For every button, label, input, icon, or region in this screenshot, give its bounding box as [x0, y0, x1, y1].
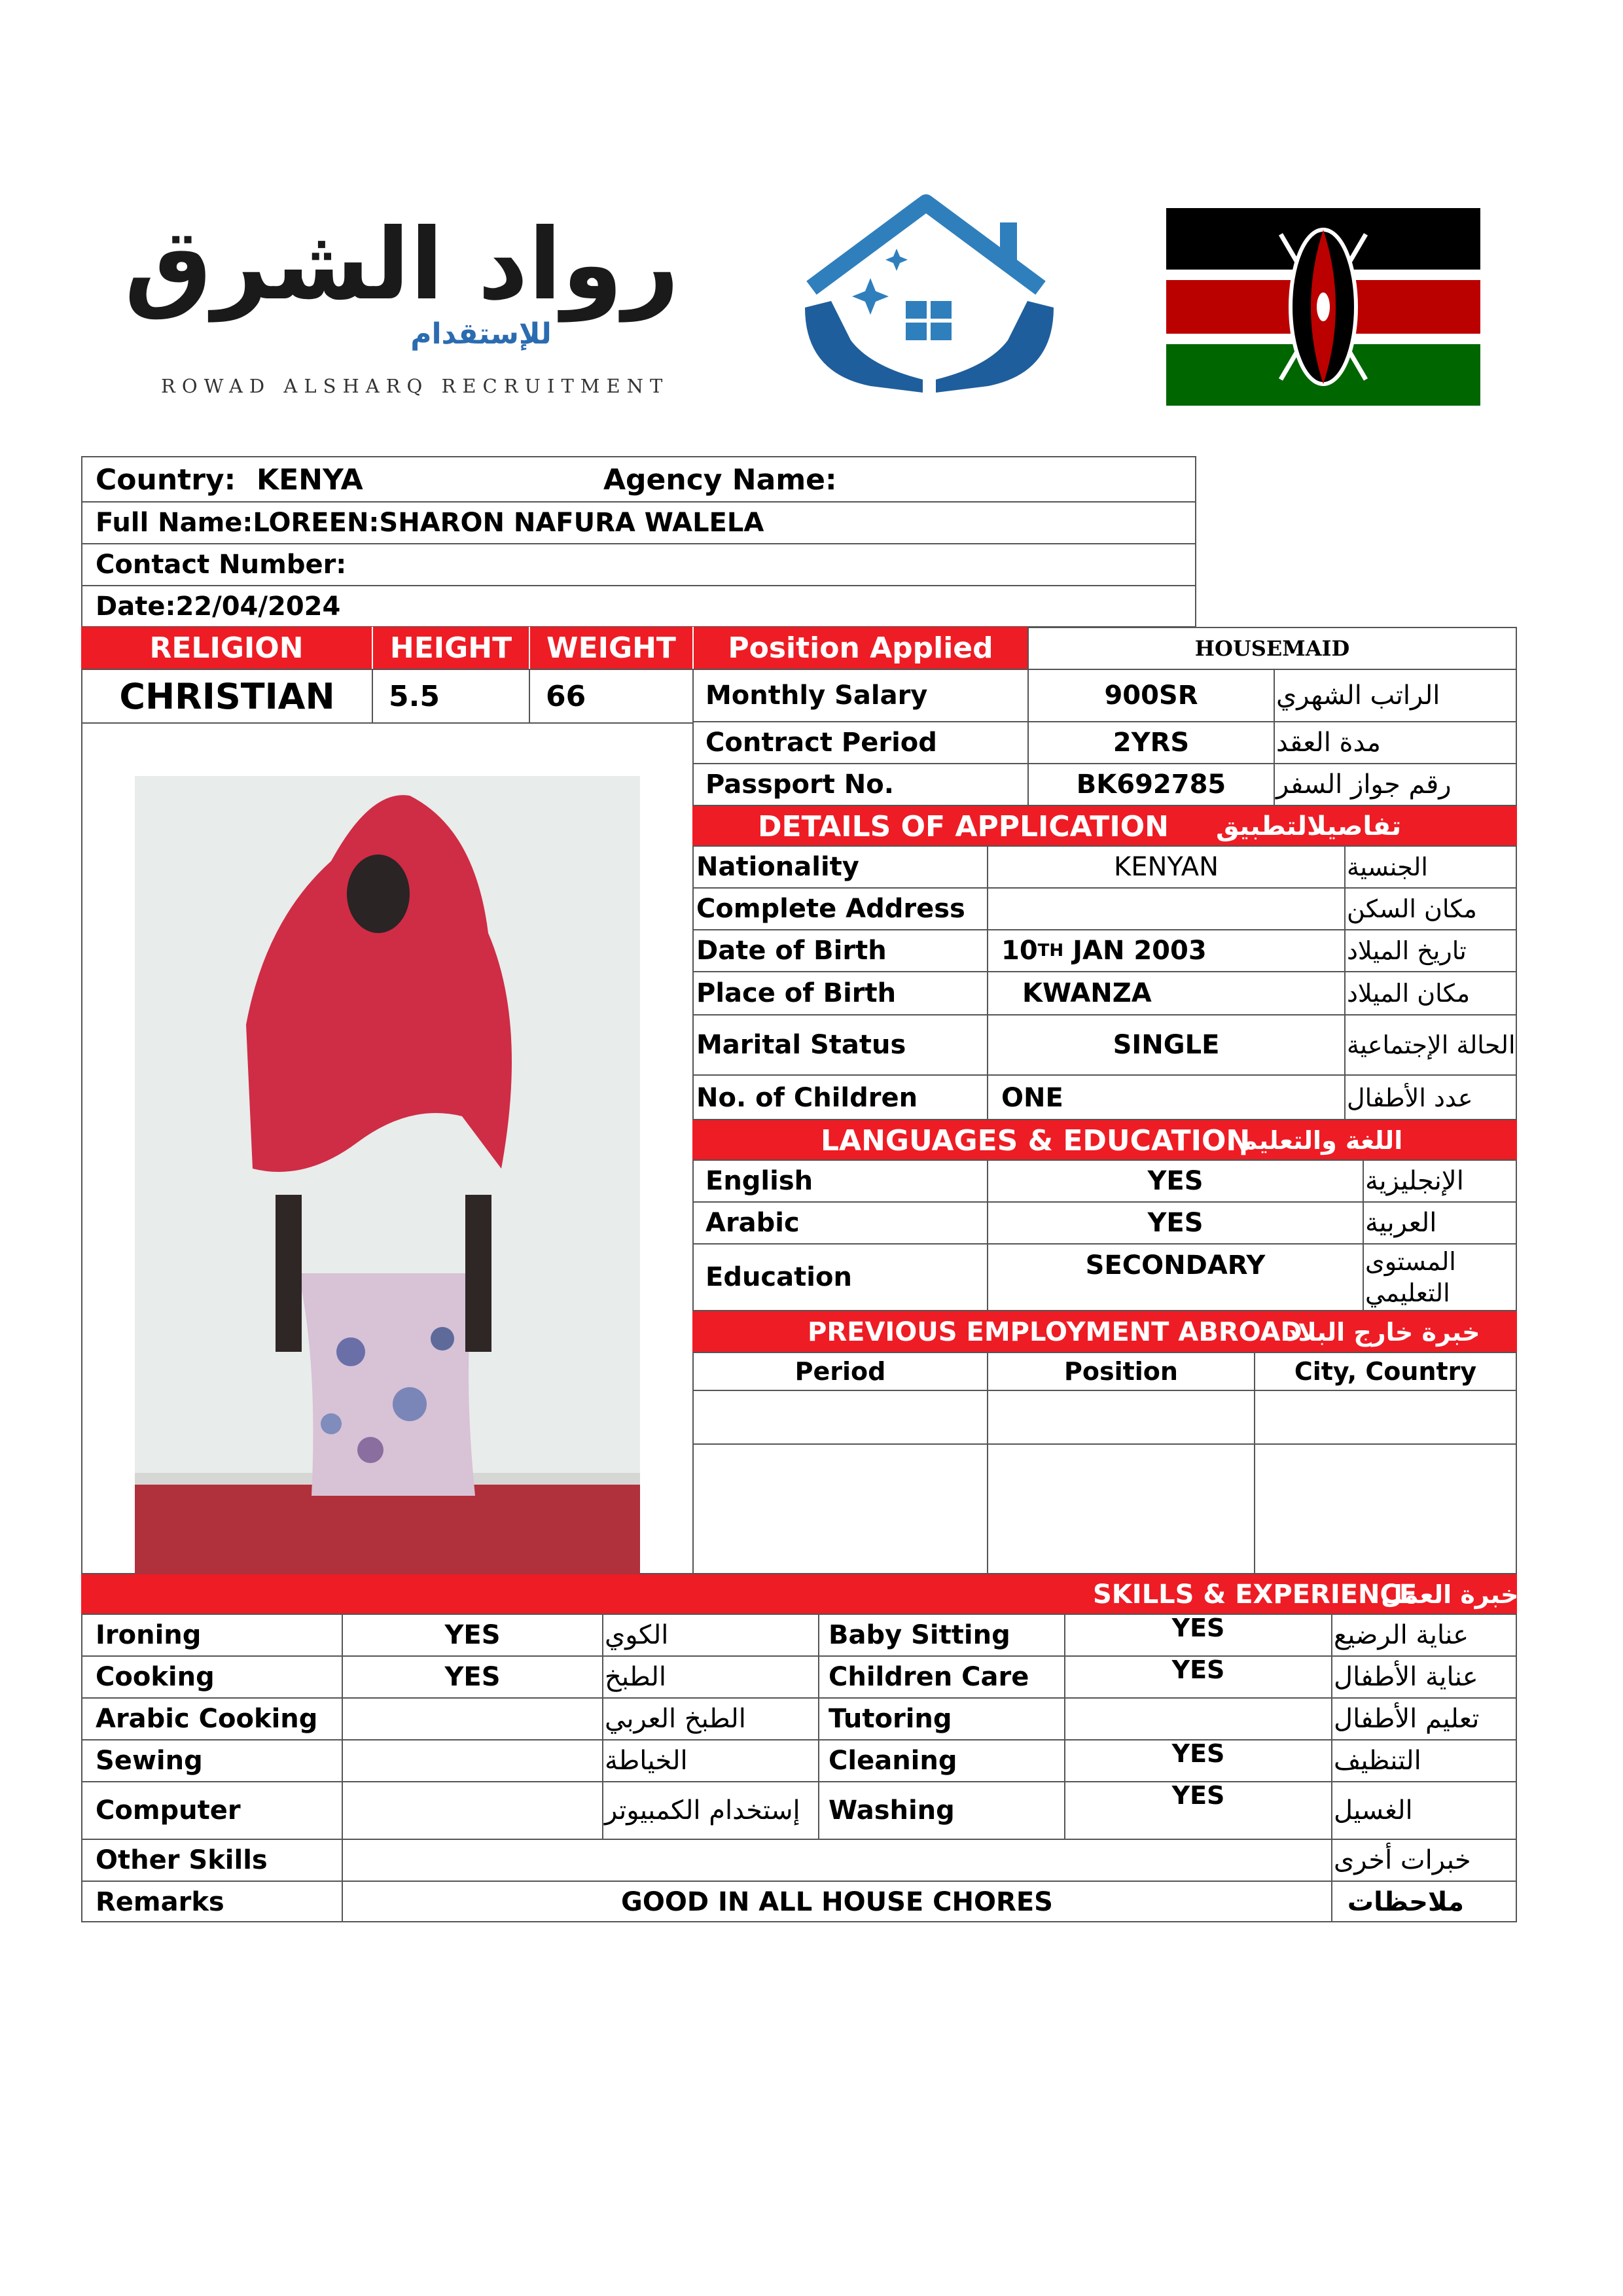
religion-label: RELIGION [81, 627, 372, 669]
address-arabic: مكان السكن [1347, 894, 1477, 923]
dob-day: 10 [1001, 936, 1038, 966]
skill-cleaning-label: Cleaning [829, 1746, 957, 1776]
skill-cooking-value: YES [444, 1662, 501, 1692]
place-of-birth-arabic: مكان الميلاد [1347, 979, 1471, 1008]
logo-arabic-text: رواد الشرق [124, 208, 679, 322]
languages-header [692, 1120, 1517, 1161]
passport-value: BK692785 [1076, 769, 1226, 800]
country-label: Country: [96, 463, 236, 497]
weight-value: 66 [529, 669, 694, 724]
dob-suffix: TH [1037, 941, 1064, 961]
skill-arabic-cooking-arabic: الطبخ العربي [605, 1704, 746, 1734]
place-of-birth-value: KWANZA [1022, 978, 1152, 1008]
details-title: DETAILS OF APPLICATION [758, 809, 1169, 843]
languages-title-arabic: اللغة والتعليم [1240, 1126, 1403, 1155]
skill-children-care-value: YES [1171, 1655, 1225, 1684]
education-value: SECONDARY [1085, 1250, 1266, 1280]
employment-col-period: Period [794, 1357, 886, 1386]
nationality-arabic: الجنسية [1347, 853, 1428, 881]
company-logo [124, 183, 1067, 406]
skill-tutoring-value [1065, 1699, 1331, 1739]
height-value: 5.5 [372, 669, 530, 724]
skill-cleaning-arabic: التنظيف [1334, 1746, 1421, 1776]
skills-title-arabic: خبرة العمل [1381, 1580, 1519, 1609]
marital-status-value: SINGLE [1113, 1030, 1220, 1060]
logo-arabic-subtext: للإستقدام [410, 317, 552, 351]
skill-children-care-label: Children Care [829, 1662, 1029, 1692]
skill-children-care-arabic: عناية الأطفال [1334, 1662, 1478, 1692]
skill-arabic-cooking-value [343, 1699, 602, 1739]
employment-header [692, 1311, 1517, 1353]
monthly-salary-label: Monthly Salary [705, 680, 928, 711]
remarks-arabic: ملاحظات [1347, 1887, 1465, 1917]
employment-title: PREVIOUS EMPLOYMENT ABROAD [808, 1317, 1302, 1347]
skill-computer-arabic: إستخدام الكمبيوتر [605, 1795, 800, 1826]
skill-baby-sitting-label: Baby Sitting [829, 1620, 1010, 1650]
skill-sewing-label: Sewing [96, 1746, 203, 1776]
employment-title-arabic: خبرة خارج البلاد [1285, 1318, 1480, 1347]
agency-name-label: Agency Name: [603, 463, 837, 497]
other-skills-label: Other Skills [96, 1845, 268, 1875]
arabic-label: Arabic [705, 1208, 800, 1238]
skill-sewing-value [343, 1740, 602, 1781]
skill-ironing-label: Ironing [96, 1620, 202, 1650]
contract-period-label: Contract Period [705, 728, 937, 758]
kenya-flag-icon [1166, 208, 1480, 406]
position-applied-label: Position Applied [692, 627, 1027, 669]
details-header [692, 806, 1517, 847]
height-label: HEIGHT [372, 627, 529, 669]
remarks-value: GOOD IN ALL HOUSE CHORES [621, 1887, 1053, 1917]
skill-washing-label: Washing [829, 1795, 955, 1826]
house-hands-icon [792, 183, 1067, 406]
passport-label: Passport No. [705, 769, 894, 800]
dob-value [1001, 930, 1342, 971]
skill-tutoring-arabic: تعليم الأطفال [1334, 1704, 1480, 1734]
employment-col-city-country: City, Country [1294, 1357, 1477, 1386]
employment-col-position: Position [1064, 1357, 1178, 1386]
arabic-arabic: العربية [1365, 1208, 1437, 1238]
marital-status-label: Marital Status [696, 1030, 906, 1060]
nationality-label: Nationality [696, 852, 859, 882]
skill-computer-label: Computer [96, 1795, 241, 1826]
skill-ironing-value: YES [444, 1620, 501, 1650]
skill-cooking-label: Cooking [96, 1662, 215, 1692]
religion-value: CHRISTIAN [81, 669, 373, 724]
dob-label: Date of Birth [696, 936, 887, 966]
full-name: Full Name:LOREEN:SHARON NAFURA WALELA [96, 508, 764, 538]
contract-period-value: 2YRS [1113, 728, 1190, 758]
marital-status-arabic: الحالة الإجتماعية [1347, 1031, 1516, 1059]
english-label: English [705, 1166, 813, 1196]
passport-arabic: رقم جواز السفر [1276, 769, 1452, 800]
english-value: YES [1147, 1166, 1204, 1196]
children-value: ONE [1001, 1083, 1063, 1113]
position-applied-value: HOUSEMAID [1027, 627, 1517, 670]
contact-number-label: Contact Number: [96, 550, 347, 580]
place-of-birth-label: Place of Birth [696, 978, 897, 1008]
skill-ironing-arabic: الكوي [605, 1620, 669, 1650]
details-title-arabic: تفاصيلالتطبيق [1216, 811, 1402, 841]
nationality-value: KENYAN [1113, 852, 1219, 882]
skill-cooking-arabic: الطبخ [605, 1662, 667, 1692]
remarks-label: Remarks [96, 1887, 224, 1917]
logo-english-text: ROWAD ALSHARQ RECRUITMENT [161, 375, 669, 397]
skill-sewing-arabic: الخياطة [605, 1746, 688, 1776]
skills-title: SKILLS & EXPERIENCE [1093, 1580, 1418, 1610]
dob-month-year: JAN 2003 [1063, 936, 1207, 966]
applicant-photo [135, 776, 640, 1574]
skill-computer-value [343, 1782, 602, 1839]
education-arabic-line1: المستوى [1365, 1247, 1456, 1276]
skill-washing-arabic: الغسيل [1334, 1795, 1413, 1826]
monthly-salary-value: 900SR [1104, 680, 1198, 711]
education-arabic-line2: التعليمي [1365, 1279, 1450, 1307]
skills-header [81, 1574, 1517, 1615]
children-label: No. of Children [696, 1083, 918, 1113]
education-label: Education [705, 1262, 852, 1292]
children-arabic: عدد الأطفال [1347, 1084, 1473, 1112]
other-skills-arabic: خبرات أخرى [1334, 1845, 1471, 1875]
arabic-value: YES [1147, 1208, 1204, 1238]
english-arabic: الإنجليزية [1365, 1166, 1464, 1196]
skill-baby-sitting-arabic: عناية الرضيع [1334, 1620, 1469, 1650]
address-label: Complete Address [696, 894, 965, 924]
contract-period-arabic: مدة العقد [1276, 728, 1381, 758]
skill-tutoring-label: Tutoring [829, 1704, 952, 1734]
monthly-salary-arabic: الراتب الشهري [1276, 680, 1440, 711]
country-value: KENYA [257, 463, 363, 497]
languages-title: LANGUAGES & EDUCATION [821, 1123, 1251, 1157]
weight-label: WEIGHT [529, 627, 692, 669]
skill-cleaning-value: YES [1171, 1739, 1225, 1768]
skill-washing-value: YES [1171, 1781, 1225, 1810]
skill-baby-sitting-value: YES [1171, 1614, 1225, 1642]
date: Date:22/04/2024 [96, 592, 341, 622]
address-value [988, 889, 1344, 929]
skill-arabic-cooking-label: Arabic Cooking [96, 1704, 318, 1734]
dob-arabic: تاريخ الميلاد [1347, 936, 1467, 965]
